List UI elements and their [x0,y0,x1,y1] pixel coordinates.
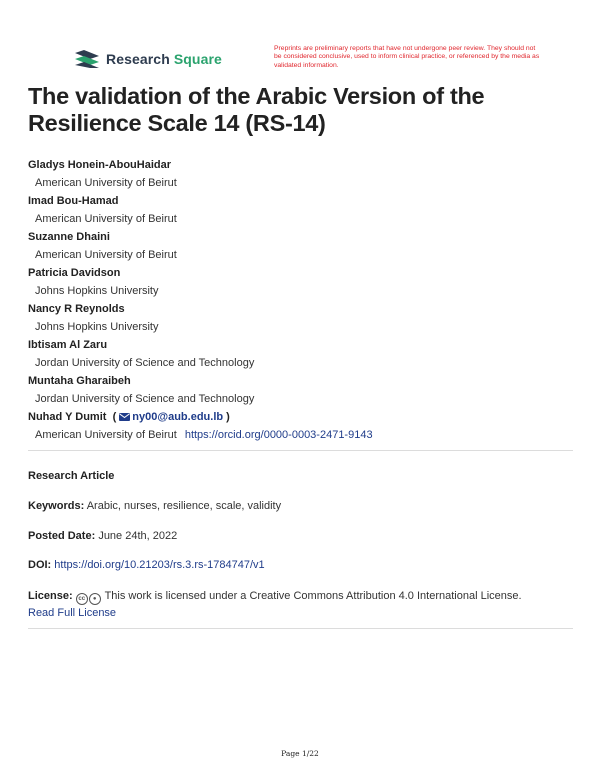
author-entry [28,336,578,372]
author-affiliation: American University of Beirut [35,177,177,189]
doi-row [28,559,265,571]
attribution-icon: ● [89,593,101,605]
page-number: Page 1/22 [281,749,319,758]
paper-title: The validation of the Arabic Version of the Resilience Scale 14 (RS-14) [28,83,485,136]
open-paren: ( [112,411,117,423]
author-affiliation: American University of Beirut [35,213,177,225]
research-square-logo-icon [74,49,100,69]
close-paren: ) [226,411,230,423]
orcid-link[interactable]: https://orcid.org/0000-0003-2471-9143 [184,429,373,441]
author-affiliation-row [28,426,578,444]
author-name: Patricia Davidson [28,267,121,279]
corresponding-author-name [28,408,578,426]
author-affiliation: American University of Beirut [35,429,177,441]
author-name: Gladys Honein-AbouHaidar [28,159,172,171]
author-entry [28,372,578,408]
author-affiliation: Johns Hopkins University [35,321,159,333]
article-type-label: Research Article [28,470,115,482]
envelope-icon [119,413,130,421]
doi-link[interactable]: https://doi.org/10.21203/rs.3.rs-1784747/v1 [54,559,265,571]
license-row [28,588,573,622]
posted-date-value: June 24th, 2022 [98,530,178,542]
divider [28,450,573,451]
author-email: ny00@aub.edu.lb [132,411,224,423]
research-square-logo[interactable] [74,49,222,69]
author-entry [28,264,578,300]
author-name: Nancy R Reynolds [28,303,125,315]
article-type [28,470,114,482]
license-text: This work is licensed under a Creative Commons Attribution 4.0 International License. [104,590,522,602]
author-affiliation: Jordan University of Science and Technology [35,357,255,369]
author-name: Muntaha Gharaibeh [28,375,131,387]
logo-word-research: Research [106,51,170,67]
author-affiliation: American University of Beirut [35,249,177,261]
keywords-row [28,500,281,512]
keywords-label: Keywords: [28,500,85,512]
preprint-disclaimer: Preprints are preliminary reports that have not undergone peer review. They should not be considered conclusive, used to inform clinical practice, or referenced by the media as validated information. [274,45,540,69]
keywords-value: Arabic, nurses, resilience, scale, validity [86,500,282,512]
author-email-link[interactable] [119,411,223,423]
read-full-license-link[interactable]: Read Full License [28,607,117,619]
page-header [0,0,600,80]
author-affiliation: Jordan University of Science and Technology [35,393,255,405]
author-entry [28,300,578,336]
author-entry [28,228,578,264]
doi-label: DOI: [28,559,52,571]
creative-commons-icon: cc [76,593,88,605]
author-name: Nuhad Y Dumit [28,411,107,423]
divider [28,628,573,629]
logo-word-square: Square [173,51,222,67]
corresponding-author-entry [28,408,578,444]
author-name: Ibtisam Al Zaru [28,339,108,351]
author-affiliation: Johns Hopkins University [35,285,159,297]
author-entry [28,156,578,192]
logo-wordmark [106,51,222,67]
author-list [28,156,578,444]
author-name: Suzanne Dhaini [28,231,110,243]
author-name: Imad Bou-Hamad [28,195,119,207]
posted-date-row [28,530,177,542]
license-label: License: [28,590,73,602]
author-entry [28,192,578,228]
posted-date-label: Posted Date: [28,530,96,542]
